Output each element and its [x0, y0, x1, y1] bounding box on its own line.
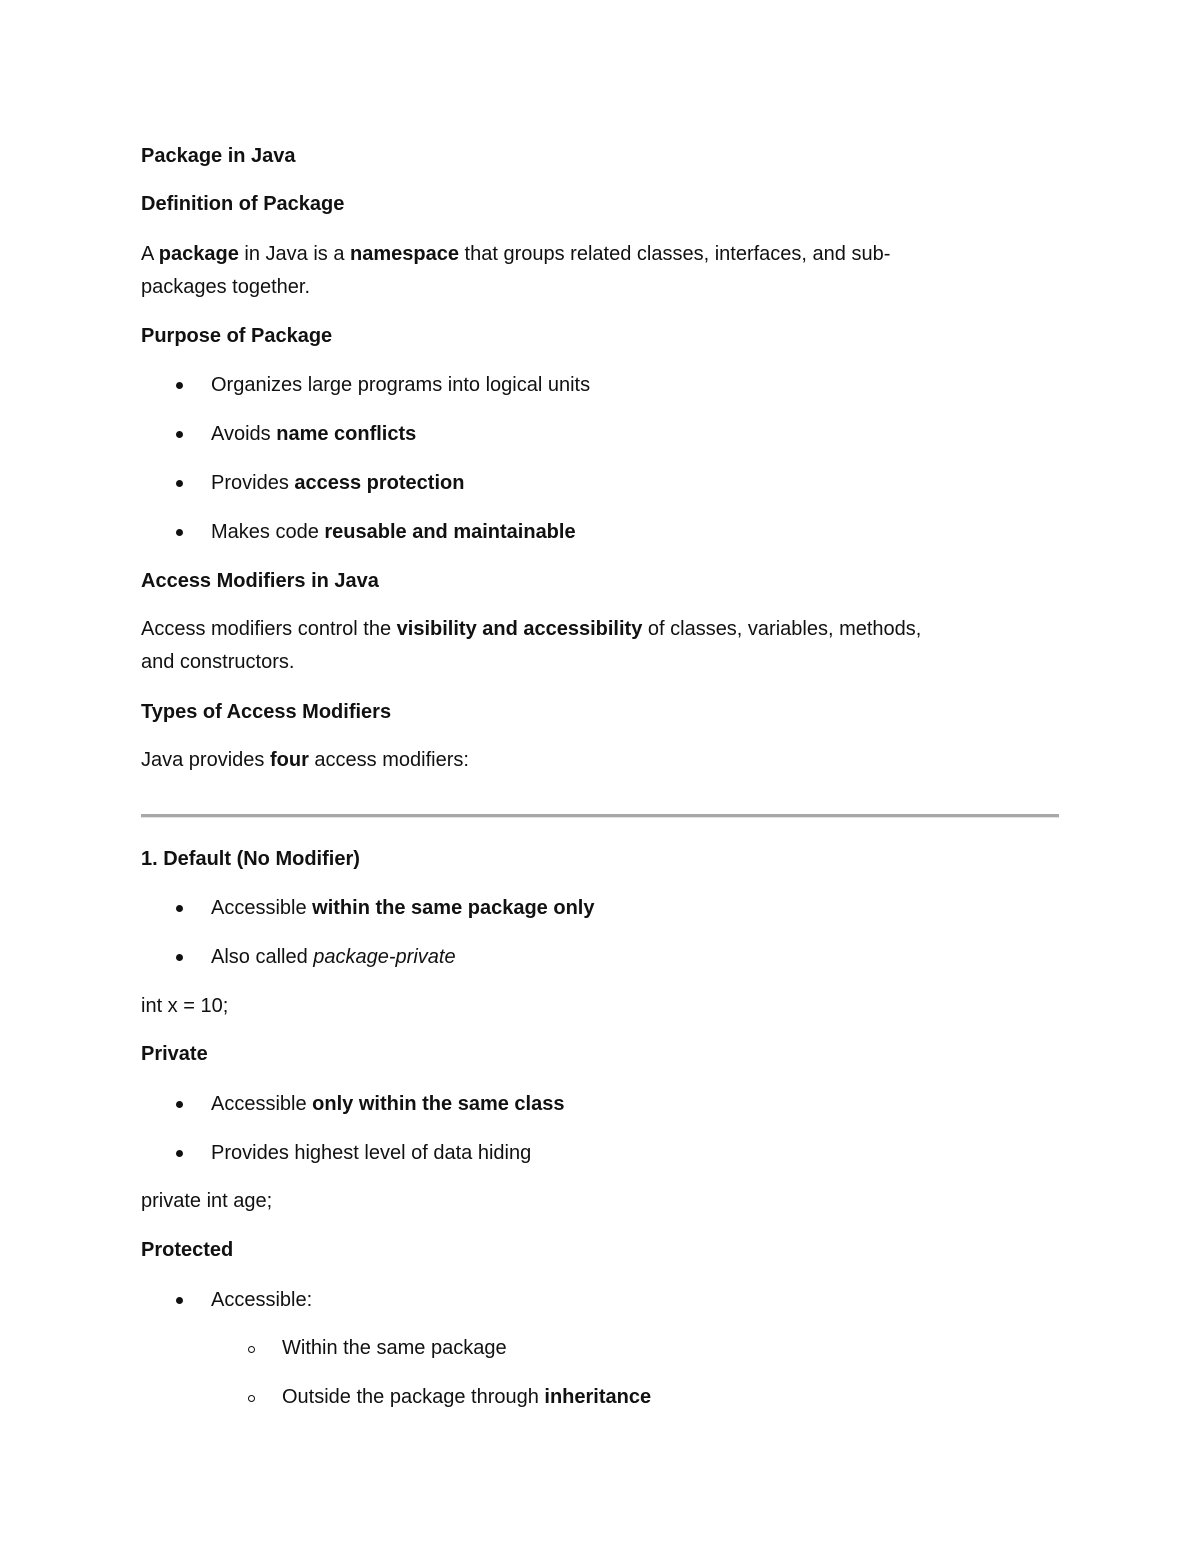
bullet-dot-icon: [176, 954, 183, 961]
types-paragraph: Java provides four access modifiers:: [141, 749, 469, 771]
page-title: Package in Java: [141, 145, 296, 167]
access-paragraph-line2: and constructors.: [141, 651, 295, 673]
bullet-dot-icon: [176, 431, 183, 438]
types-heading: Types of Access Modifiers: [141, 701, 392, 723]
access-modifiers-heading: Access Modifiers in Java: [141, 570, 379, 592]
default-item: Also called package-private: [211, 946, 456, 968]
purpose-heading: Purpose of Package: [141, 325, 333, 347]
private-item: Accessible only within the same class: [211, 1093, 565, 1115]
purpose-item: Organizes large programs into logical units: [211, 374, 591, 396]
private-code-example: private int age;: [141, 1190, 273, 1212]
definition-paragraph-line1: A package in Java is a namespace that groups related classes, interfaces, and sub-: [141, 243, 891, 265]
purpose-item: Makes code reusable and maintainable: [211, 521, 576, 543]
default-section-heading: 1. Default (No Modifier): [141, 848, 360, 870]
protected-section-heading: Protected: [141, 1239, 234, 1261]
protected-subitem: Within the same package: [282, 1337, 507, 1359]
bullet-dot-icon: [176, 1297, 183, 1304]
protected-item: Accessible:: [211, 1289, 313, 1311]
default-code-example: int x = 10;: [141, 995, 229, 1017]
bullet-dot-icon: [176, 480, 183, 487]
definition-heading: Definition of Package: [141, 193, 345, 215]
purpose-item: Avoids name conflicts: [211, 423, 417, 445]
definition-paragraph-line2: packages together.: [141, 276, 311, 298]
bullet-dot-icon: [176, 905, 183, 912]
bullet-dot-icon: [176, 529, 183, 536]
protected-subitem: Outside the package through inheritance: [282, 1386, 652, 1408]
default-item: Accessible within the same package only: [211, 897, 595, 919]
bullet-dot-icon: [176, 1150, 183, 1157]
access-paragraph-line1: Access modifiers control the visibility and accessibility of classes, variables, methods,: [141, 618, 922, 640]
bullet-dot-icon: [176, 1101, 183, 1108]
bullet-dot-icon: [176, 382, 183, 389]
horizontal-divider: [141, 814, 1059, 818]
private-section-heading: Private: [141, 1043, 208, 1065]
private-item: Provides highest level of data hiding: [211, 1142, 532, 1164]
bullet-circle-icon: [248, 1346, 255, 1353]
purpose-item: Provides access protection: [211, 472, 465, 494]
bullet-circle-icon: [248, 1395, 255, 1402]
